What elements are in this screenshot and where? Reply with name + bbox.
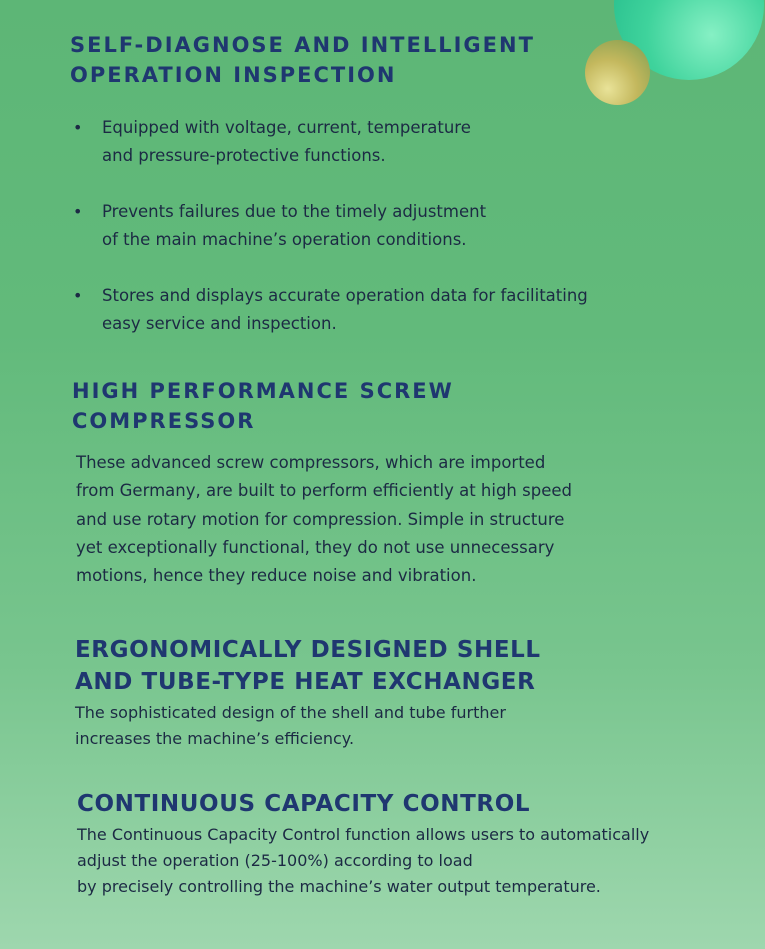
- bullet-line: Prevents failures due to the timely adjustment: [102, 202, 487, 221]
- heat-exchanger-paragraph: [75, 700, 675, 752]
- heading-line: HIGH PERFORMANCE SCREW: [72, 379, 454, 403]
- bullet-line: and pressure-protective functions.: [102, 146, 386, 165]
- paragraph-line: by precisely controlling the machine’s water output temperature.: [77, 877, 601, 896]
- bullet-dot-icon: •: [73, 118, 83, 137]
- heading-line: AND TUBE-TYPE HEAT EXCHANGER: [75, 669, 536, 695]
- capacity-control-paragraph: [77, 822, 717, 900]
- paragraph-line: increases the machine’s efficiency.: [75, 729, 355, 748]
- paragraph-line: adjust the operation (25-100%) according to load: [77, 851, 473, 870]
- heading-line: OPERATION INSPECTION: [70, 63, 397, 87]
- paragraph-line: These advanced screw compressors, which are imported: [76, 453, 546, 472]
- heading-screw-compressor: [72, 376, 454, 436]
- bullet-line: easy service and inspection.: [102, 314, 337, 333]
- list-item: [73, 114, 693, 170]
- paragraph-line: and use rotary motion for compression. Simple in structure: [76, 509, 565, 529]
- bullet-dot-icon: •: [73, 286, 83, 305]
- paragraph-line: from Germany, are built to perform efficiently at high speed: [76, 481, 572, 501]
- feature-bullet-list: [73, 114, 693, 366]
- heading-line: COMPRESSOR: [72, 409, 256, 433]
- heading-capacity-control: [77, 788, 530, 820]
- bullet-line: of the main machine’s operation conditions.: [102, 230, 467, 249]
- heading-line: CONTINUOUS CAPACITY CONTROL: [77, 791, 531, 817]
- heading-heat-exchanger: [75, 634, 541, 698]
- list-item: [73, 198, 693, 254]
- bullet-line: Stores and displays accurate operation data for facilitating: [102, 286, 588, 305]
- screw-compressor-paragraph: [76, 449, 696, 590]
- list-item: [73, 282, 693, 338]
- paragraph-line: The Continuous Capacity Control function allows users to automatically: [77, 825, 650, 844]
- decorative-gold-circle: [585, 40, 650, 105]
- heading-line: SELF-DIAGNOSE AND INTELLIGENT: [70, 33, 535, 57]
- paragraph-line: yet exceptionally functional, they do not use unnecessary: [76, 537, 555, 557]
- bullet-dot-icon: •: [73, 202, 83, 221]
- heading-self-diagnose: [70, 30, 535, 90]
- bullet-line: Equipped with voltage, current, temperature: [102, 118, 471, 137]
- paragraph-line: motions, hence they reduce noise and vibration.: [76, 566, 477, 586]
- heading-line: ERGONOMICALLY DESIGNED SHELL: [75, 637, 541, 663]
- paragraph-line: The sophisticated design of the shell and tube further: [75, 703, 506, 722]
